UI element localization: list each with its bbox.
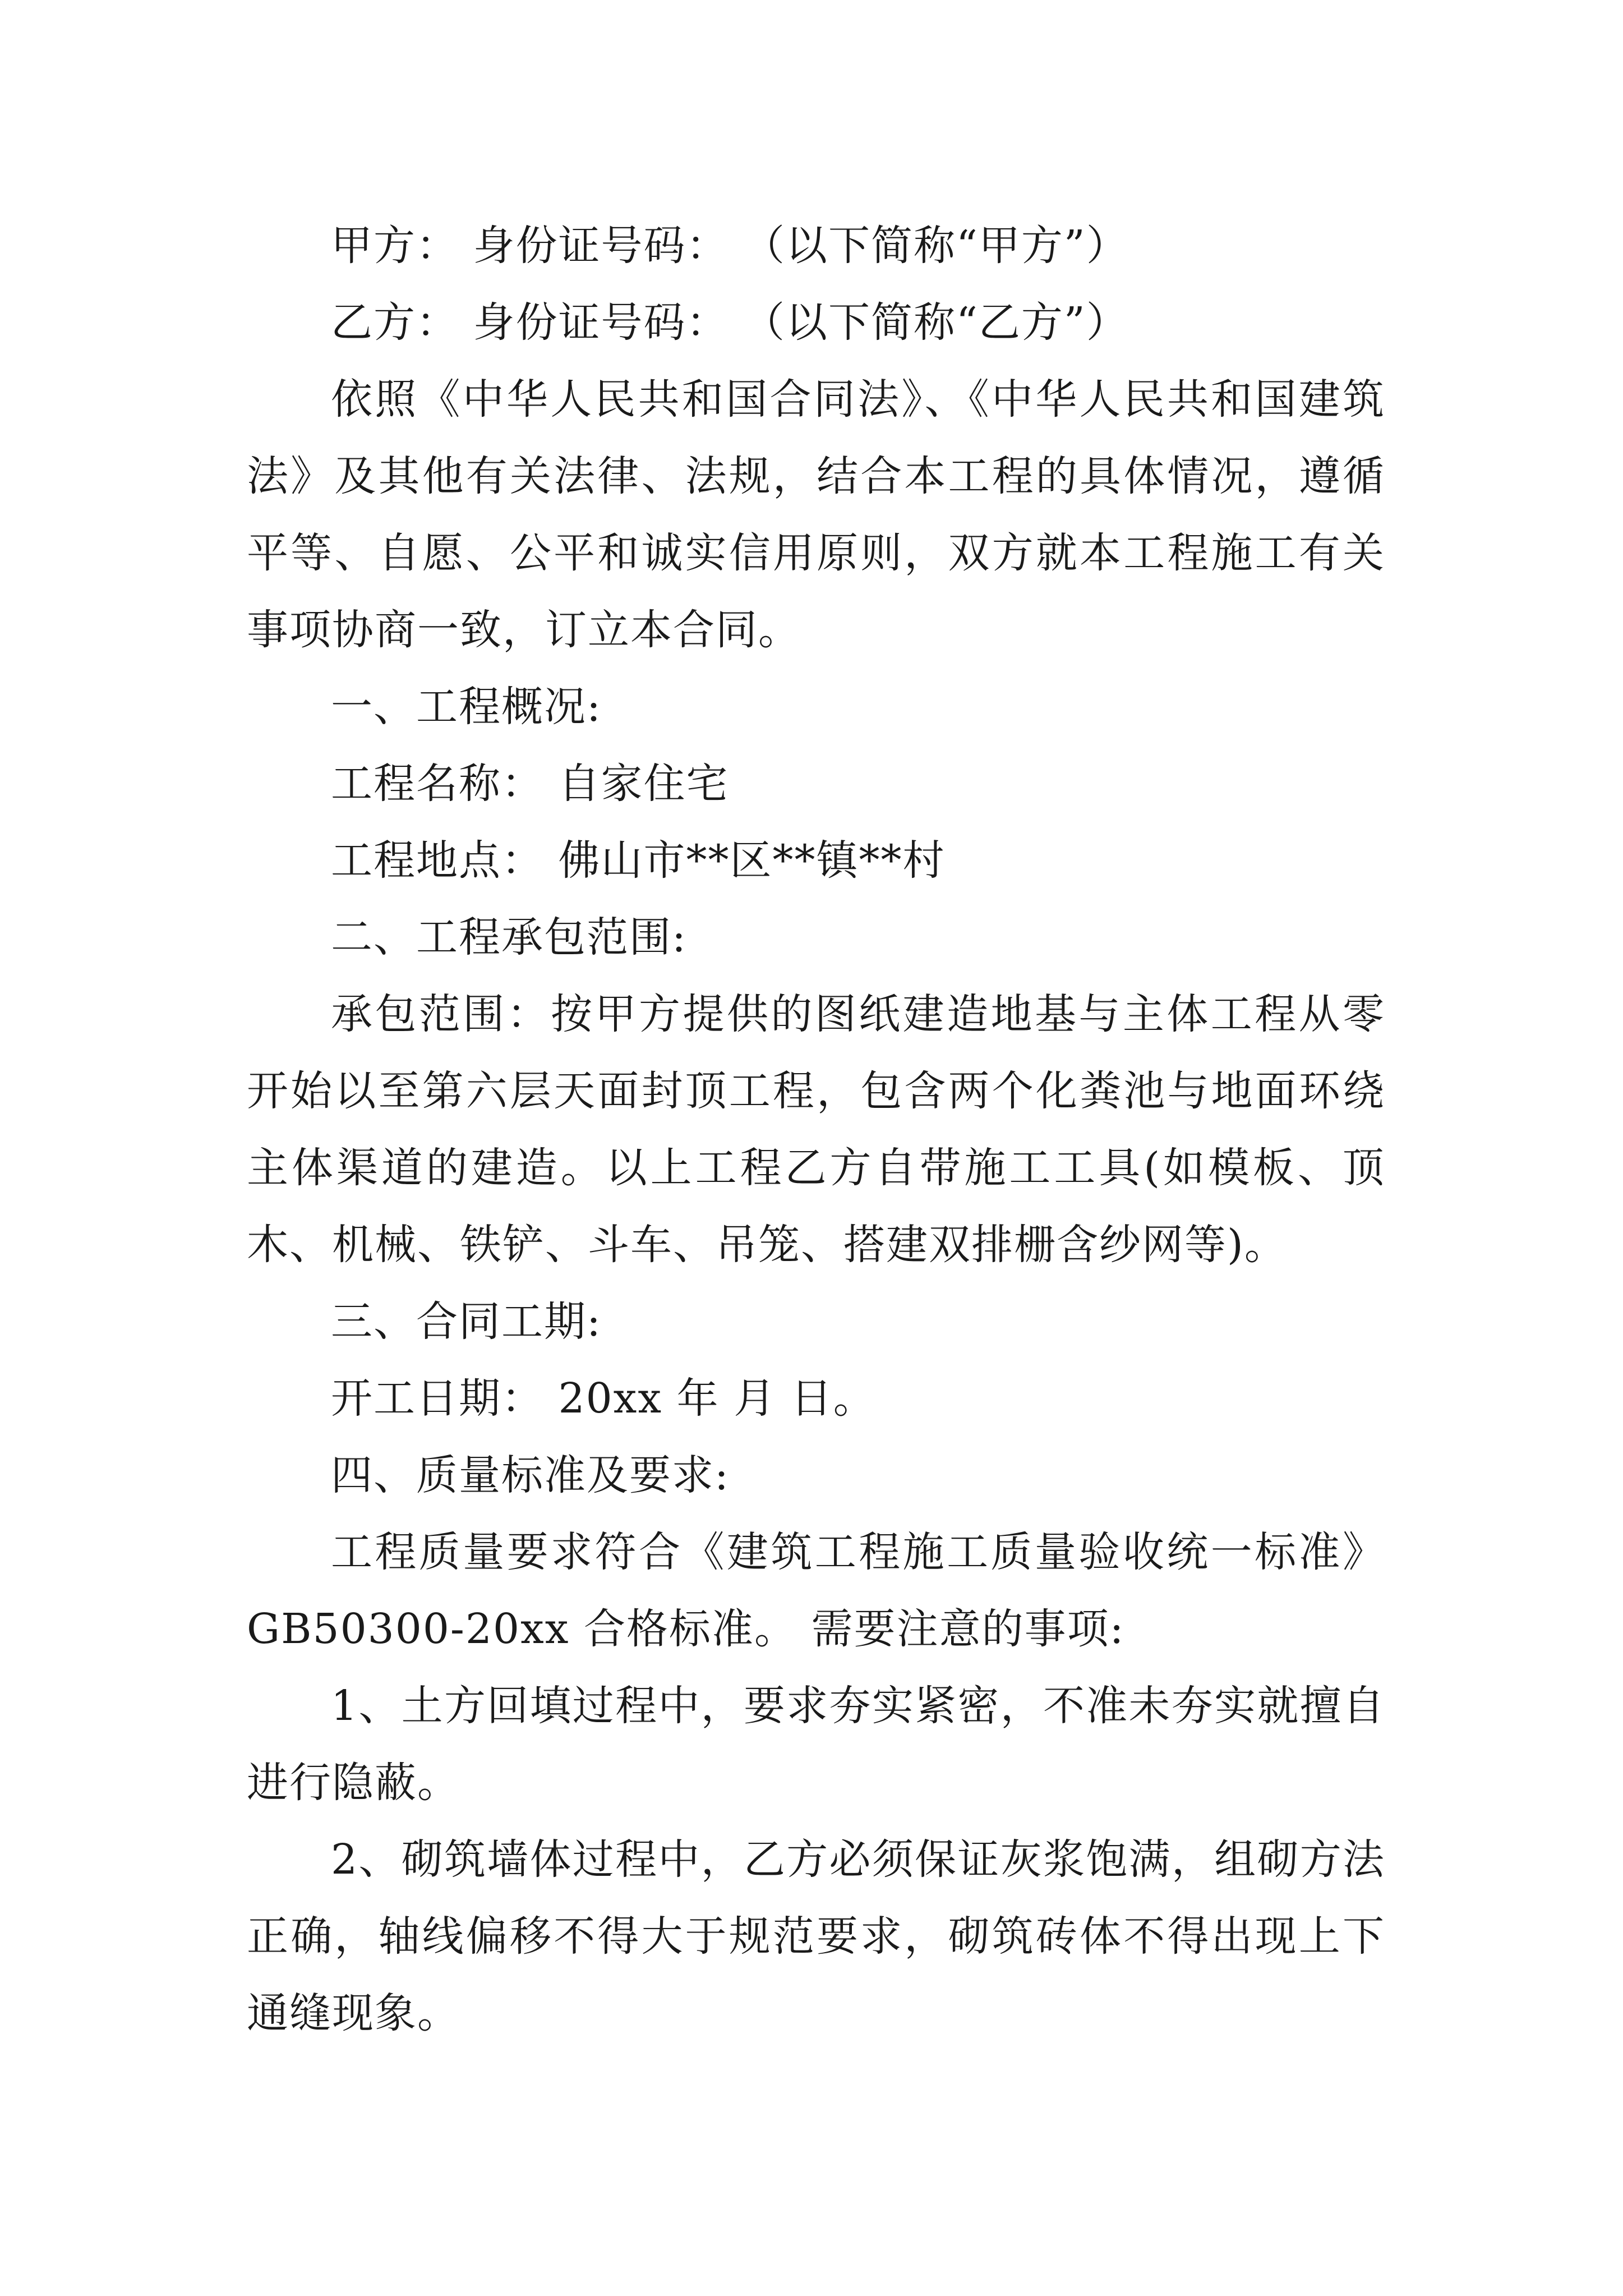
- preamble-paragraph: 依照《中华人民共和国合同法》、《中华人民共和国建筑法》及其他有关法律、法规，结合本工程的具体情况，遵循平等、自愿、公平和诚实信用原则，双方就本工程施工有关事项协商一致，订立本合同。: [247, 375, 1385, 654]
- project-location-line: 工程地点： 佛山市**区**镇**村: [331, 836, 946, 885]
- quality-standard-paragraph: 工程质量要求符合《建筑工程施工质量验收统一标准》GB50300-20xx 合格标准。 需要注意的事项:: [247, 1528, 1385, 1653]
- party-a-line: 甲方： 身份证号码： （以下简称“甲方”）: [331, 222, 1129, 270]
- project-name-line: 工程名称： 自家住宅: [331, 760, 729, 808]
- document-body: [247, 208, 1385, 2052]
- section-heading-contract-period: 三、合同工期:: [331, 1297, 602, 1346]
- section-heading-project-overview: 一、工程概况:: [331, 683, 602, 731]
- start-date-line: 开工日期： 20xx 年 月 日。: [331, 1374, 876, 1423]
- party-b-line: 乙方： 身份证号码： （以下简称“乙方”）: [331, 298, 1129, 347]
- section-heading-contract-scope: 二、工程承包范围:: [331, 913, 687, 961]
- contract-scope-paragraph: 承包范围：按甲方提供的图纸建造地基与主体工程从零开始以至第六层天面封顶工程，包含两个化粪池与地面环绕主体渠道的建造。以上工程乙方自带施工工具(如模板、顶木、机械、铁铲、斗车、吊笼、搭建双排栅含纱网等)。: [247, 990, 1385, 1269]
- note-item-2: 2、砌筑墙体过程中，乙方必须保证灰浆饱满，组砌方法正确，轴线偏移不得大于规范要求，砌筑砖体不得出现上下通缝现象。: [247, 1835, 1385, 2037]
- section-heading-quality-standards: 四、质量标准及要求:: [331, 1451, 730, 1499]
- note-item-1: 1、土方回填过程中，要求夯实紧密，不准未夯实就擅自进行隐蔽。: [247, 1682, 1385, 1807]
